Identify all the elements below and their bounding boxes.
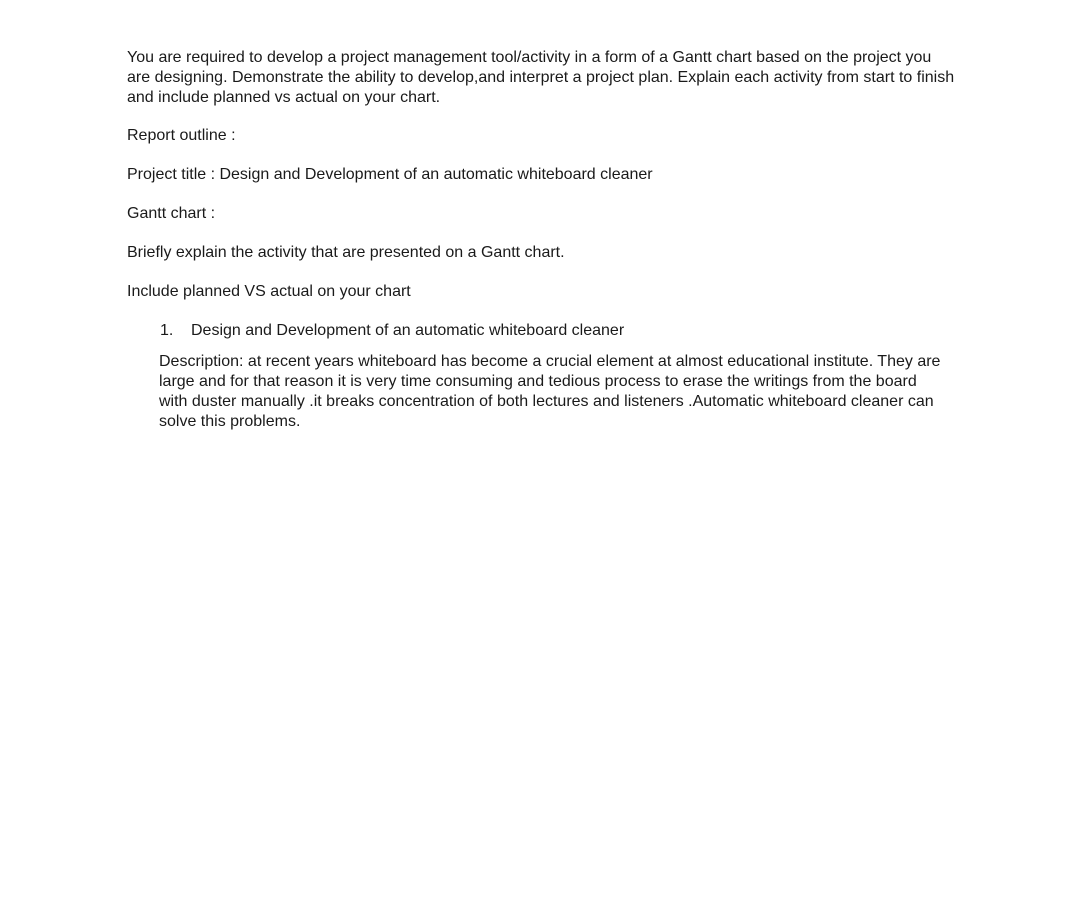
description-paragraph: Description: at recent years whiteboard has become a crucial element at almost educational institute. They are large and for that reason it is very time consuming and tedious process to erase the writings from the board with duster manually .it breaks concentration of both lectures and listeners .Automatic whiteboard cleaner can solve this problems. bbox=[159, 353, 941, 430]
numbered-list bbox=[127, 321, 957, 341]
explain-activity-line: Briefly explain the activity that are presented on a Gantt chart. bbox=[127, 244, 565, 261]
list-item-text: Design and Development of an automatic whiteboard cleaner bbox=[191, 322, 625, 339]
document-body bbox=[127, 48, 957, 432]
report-outline-heading: Report outline : bbox=[127, 127, 236, 144]
project-title-line: Project title : Design and Development of an automatic whiteboard cleaner bbox=[127, 166, 653, 183]
planned-vs-actual-line: Include planned VS actual on your chart bbox=[127, 283, 411, 300]
gantt-chart-line: Gantt chart : bbox=[127, 205, 216, 222]
intro-paragraph: You are required to develop a project management tool/activity in a form of a Gantt chart based on the project you are designing. Demonstrate the ability to develop,and interpret a project plan. Explain each activity from start to finish and include planned vs actual on your chart. bbox=[127, 49, 955, 106]
list-item bbox=[127, 321, 957, 341]
list-item-number: 1. bbox=[160, 322, 174, 339]
